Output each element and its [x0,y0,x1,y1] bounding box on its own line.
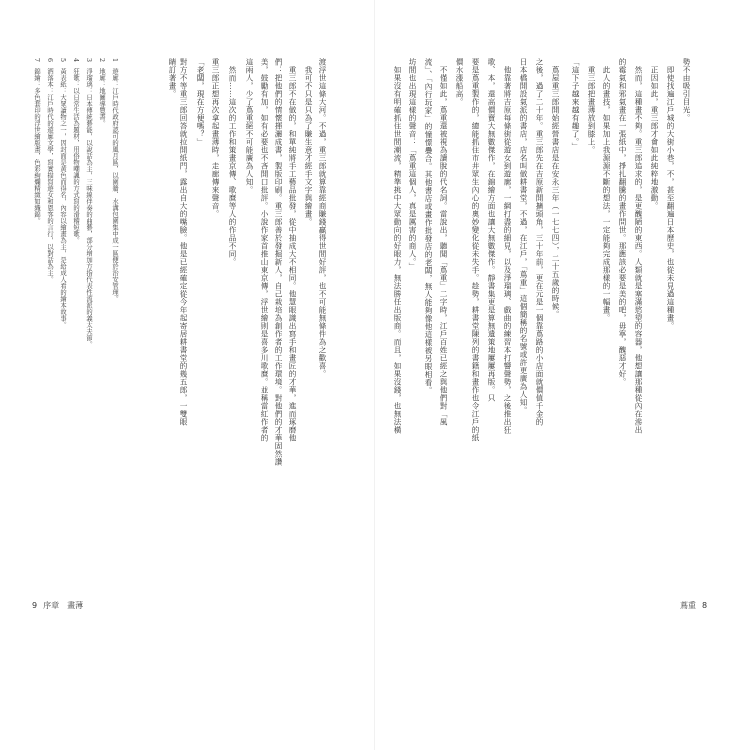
text-column: 他靠著將吉原每條街從遊女到遊廓，一網打盡的細見，以及淨瑠璃、戲曲的練習本打響聲勢，之後推出狂 [503,58,512,434]
text-column: 渡浮世這條大河。不過，重三郎就算靠經商賺錢贏得世間好評，也不可能無條件為之歡喜。 [318,58,327,378]
text-column: 的霉氣和邪氣畫在一張紙中，掙扎翻騰的畫作問世。那應該必要是美的吧，毋寧，醜惡才好。 [618,58,627,386]
footnote-number: 2 [98,58,105,63]
page-footer [680,600,713,611]
footnote-number: 5 [59,58,66,63]
page-number: 8 [702,601,708,610]
footnote: 淨瑠璃：日本傳統藝能，以說話為主，三味線伴奏的曲藝，部分增加方指代表性流派的義太夫節。 [85,68,92,348]
text-column: 價水漲船高。 [455,58,464,106]
text-column: 重三郎把畫薄放到膝上。 [587,58,596,154]
page-number: 9 [32,601,38,610]
text-column: 對方不等重三郎回答就拉開紙門，露出自大的嘴臉。他是已經確定從今年起寄居耕書堂的幾五郎，一雙眼 [179,58,188,426]
text-column: 歌、本，還高價賣大無數傑作，在錦繪方面也讓大無數傑作。靜書集更是算無遺策地屢屢再版。只 [487,58,496,402]
text-column: 日本橋開設氣派的書店，店名叫做耕書堂，不過，在江戶，「蔦重」這個簡稱的名號或許更廣為人知。 [519,58,528,415]
text-column: 這兩人，少了蔦重絕不可能廣為人知。 [245,58,254,194]
footnote-number: 3 [85,58,92,63]
page-footer [32,600,89,611]
left-page [18,0,375,750]
text-column: 然而，這種畫不夠。重三郎追求的，是更醜陋的東西。人類就是塞滿慾望的容器，他想讓那種從內在滲出 [634,58,643,434]
footnote: 錦繪：多色套印的浮世繪版畫，色彩絢爛精緻如織錦。 [33,68,40,224]
text-column: 「老闆，現在方便嗎？」 [196,58,205,146]
text-column: 即使找遍江戶城的大街小巷，不，甚至翻遍日本歷史，也從未見過這種畫。 [666,58,675,330]
footnote: 黃表紙：大眾讀物之一，因封面是黃色而得名，內容以繪畫為主，是給成人看的繪本故事。 [59,68,66,328]
text-column: 我可不只是只為了賺生意才經手文字與繪畫。 [304,58,313,226]
text-column: 美，鼓勵有加，如有必要也不吝開口批評。小說作家首推山東京傳，浮世繪則是喜多川歌麿。並稱當紅作者的 [260,58,269,442]
text-column: 如果沒有明確抓住世間潮流，精準挑中大眾動向的好眼力，無法勝任出版商。而且，如果沒錢，也無法橫 [393,58,402,434]
text-column: 此人的畫技，如果加上我源源不斷的想法，一定能夠完成那樣的一幅畫。 [602,58,611,322]
right-page [375,0,732,750]
footnote-number: 4 [72,58,79,63]
text-column: 然而……這次的工作和策畫京傳、歌麿等人的作品不同。 [228,58,237,266]
text-column: 重三郎正想再次拿起畫薄時，走廊傳來聲音。 [211,58,220,218]
text-column: 睛訂著畫。 [168,58,177,98]
text-column: 流」、「內行玩家」的憧憬疊合。其他書店或畫作批發店的老闆，無人能夠像他這樣被另眼相看。 [424,58,433,395]
footnote-number: 7 [33,58,40,63]
running-header: 序章 畫薄 [43,601,84,610]
text-column: 勢不由吸引目光。 [682,58,691,122]
text-column: 之後，過了二十年。重三郎先在吉原新開擴頭角，三十年前，更在元是一個靠蔦路的小店面就價值千金的 [535,58,544,426]
footnote: 地廓：地圖導覽書。 [98,68,105,127]
running-header: 蔦重 [680,601,696,610]
footnote: 狂歌：以日常生活為題材，用俗物嘲諷的方式寫的滑稽短歌。 [72,68,79,244]
text-column: 正因如此，重三郎才會如此純粹地激動。 [650,58,659,210]
text-column: 們：把他們的情懷揮灑成書，製版印刷。重三郎善於發掘新人，自己栽培為創作者的工作環境。對他們的才華固然讚 [274,58,283,466]
footnote: 遊廓：江戶時代政府認可的風月區，以圍牆、水溝包圍集中成一區便於治安管理。 [111,68,118,302]
footnote: 洒落本：江戶時代的遊廓文學，寫實描寫遊女和恩客的言行，以對話為主。 [46,68,53,283]
footnote-number: 1 [111,58,118,63]
footnote-number: 6 [46,58,53,63]
text-column: 「這下子越來越有趣了。」 [571,58,580,151]
text-column: 不僅如此，蔦重還被視為讀脫的代名詞。當說出，聽聞「蔦重」二字時，江戶百姓已經之與他們對「風 [439,58,448,426]
text-column: 坊間也出現這樣的聲音：「蔦重這個人，真是厲害的商人。」 [408,58,417,271]
text-column: 要是蔦重製作的，總能抓住市井眾生內心的奧妙變化從未失手。趁勢，耕書堂陳列的書籍和畫作也令江戶的紙 [471,58,480,442]
text-column: 蔦屋重三郎開始經營書店是在安永三年（一七七四），二十五歲的時候。 [551,58,560,319]
text-column: 重三郎不在做的，和單純將手工藝品批發，從中抽成大不相同。他慧眼識出寫手和畫匠的才華，進而琢磨他 [288,58,297,442]
